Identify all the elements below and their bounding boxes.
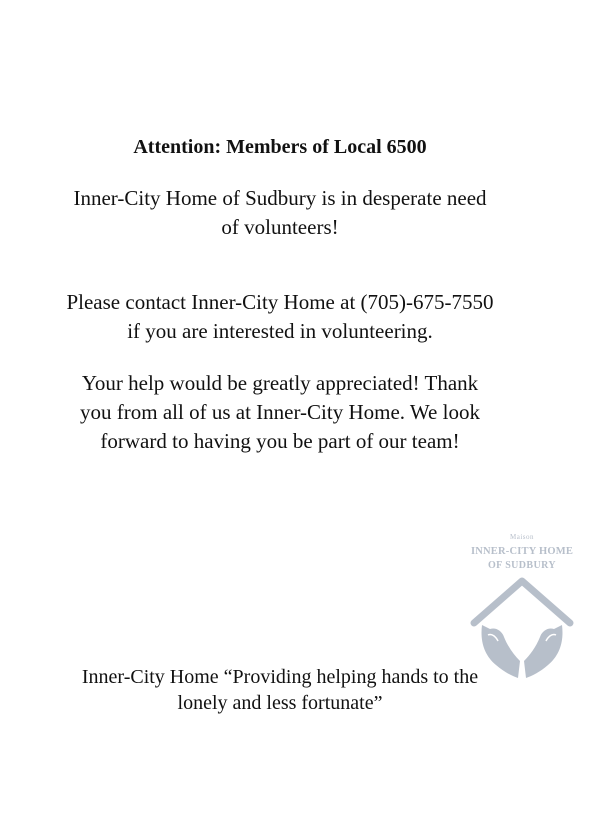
footer-line-2: lonely and less fortunate” — [177, 692, 383, 714]
logo-maison-text: Maison — [510, 533, 534, 541]
logo-name-line-1: INNER-CITY HOME — [470, 546, 574, 557]
contact-paragraph-line-1: Please contact Inner-City Home at (705)-675-7550 — [66, 290, 494, 314]
thanks-paragraph-line-2: you from all of us at Inner-City Home. We look — [80, 400, 480, 424]
inner-city-home-logo — [460, 533, 584, 683]
thanks-paragraph-line-3: forward to having you be part of our team! — [100, 429, 460, 453]
logo-name-line-2: OF SUDBURY — [487, 560, 556, 571]
footer-line-1: Inner-City Home “Providing helping hands to the — [81, 666, 479, 688]
need-paragraph-line-2: of volunteers! — [221, 215, 339, 239]
thanks-paragraph-line-1: Your help would be greatly appreciated! Thank — [81, 371, 479, 395]
need-paragraph-line-1: Inner-City Home of Sudbury is in desperate need — [73, 186, 487, 210]
contact-paragraph-line-2: if you are interested in volunteering. — [127, 319, 433, 343]
notice-heading: Attention: Members of Local 6500 — [133, 136, 427, 158]
